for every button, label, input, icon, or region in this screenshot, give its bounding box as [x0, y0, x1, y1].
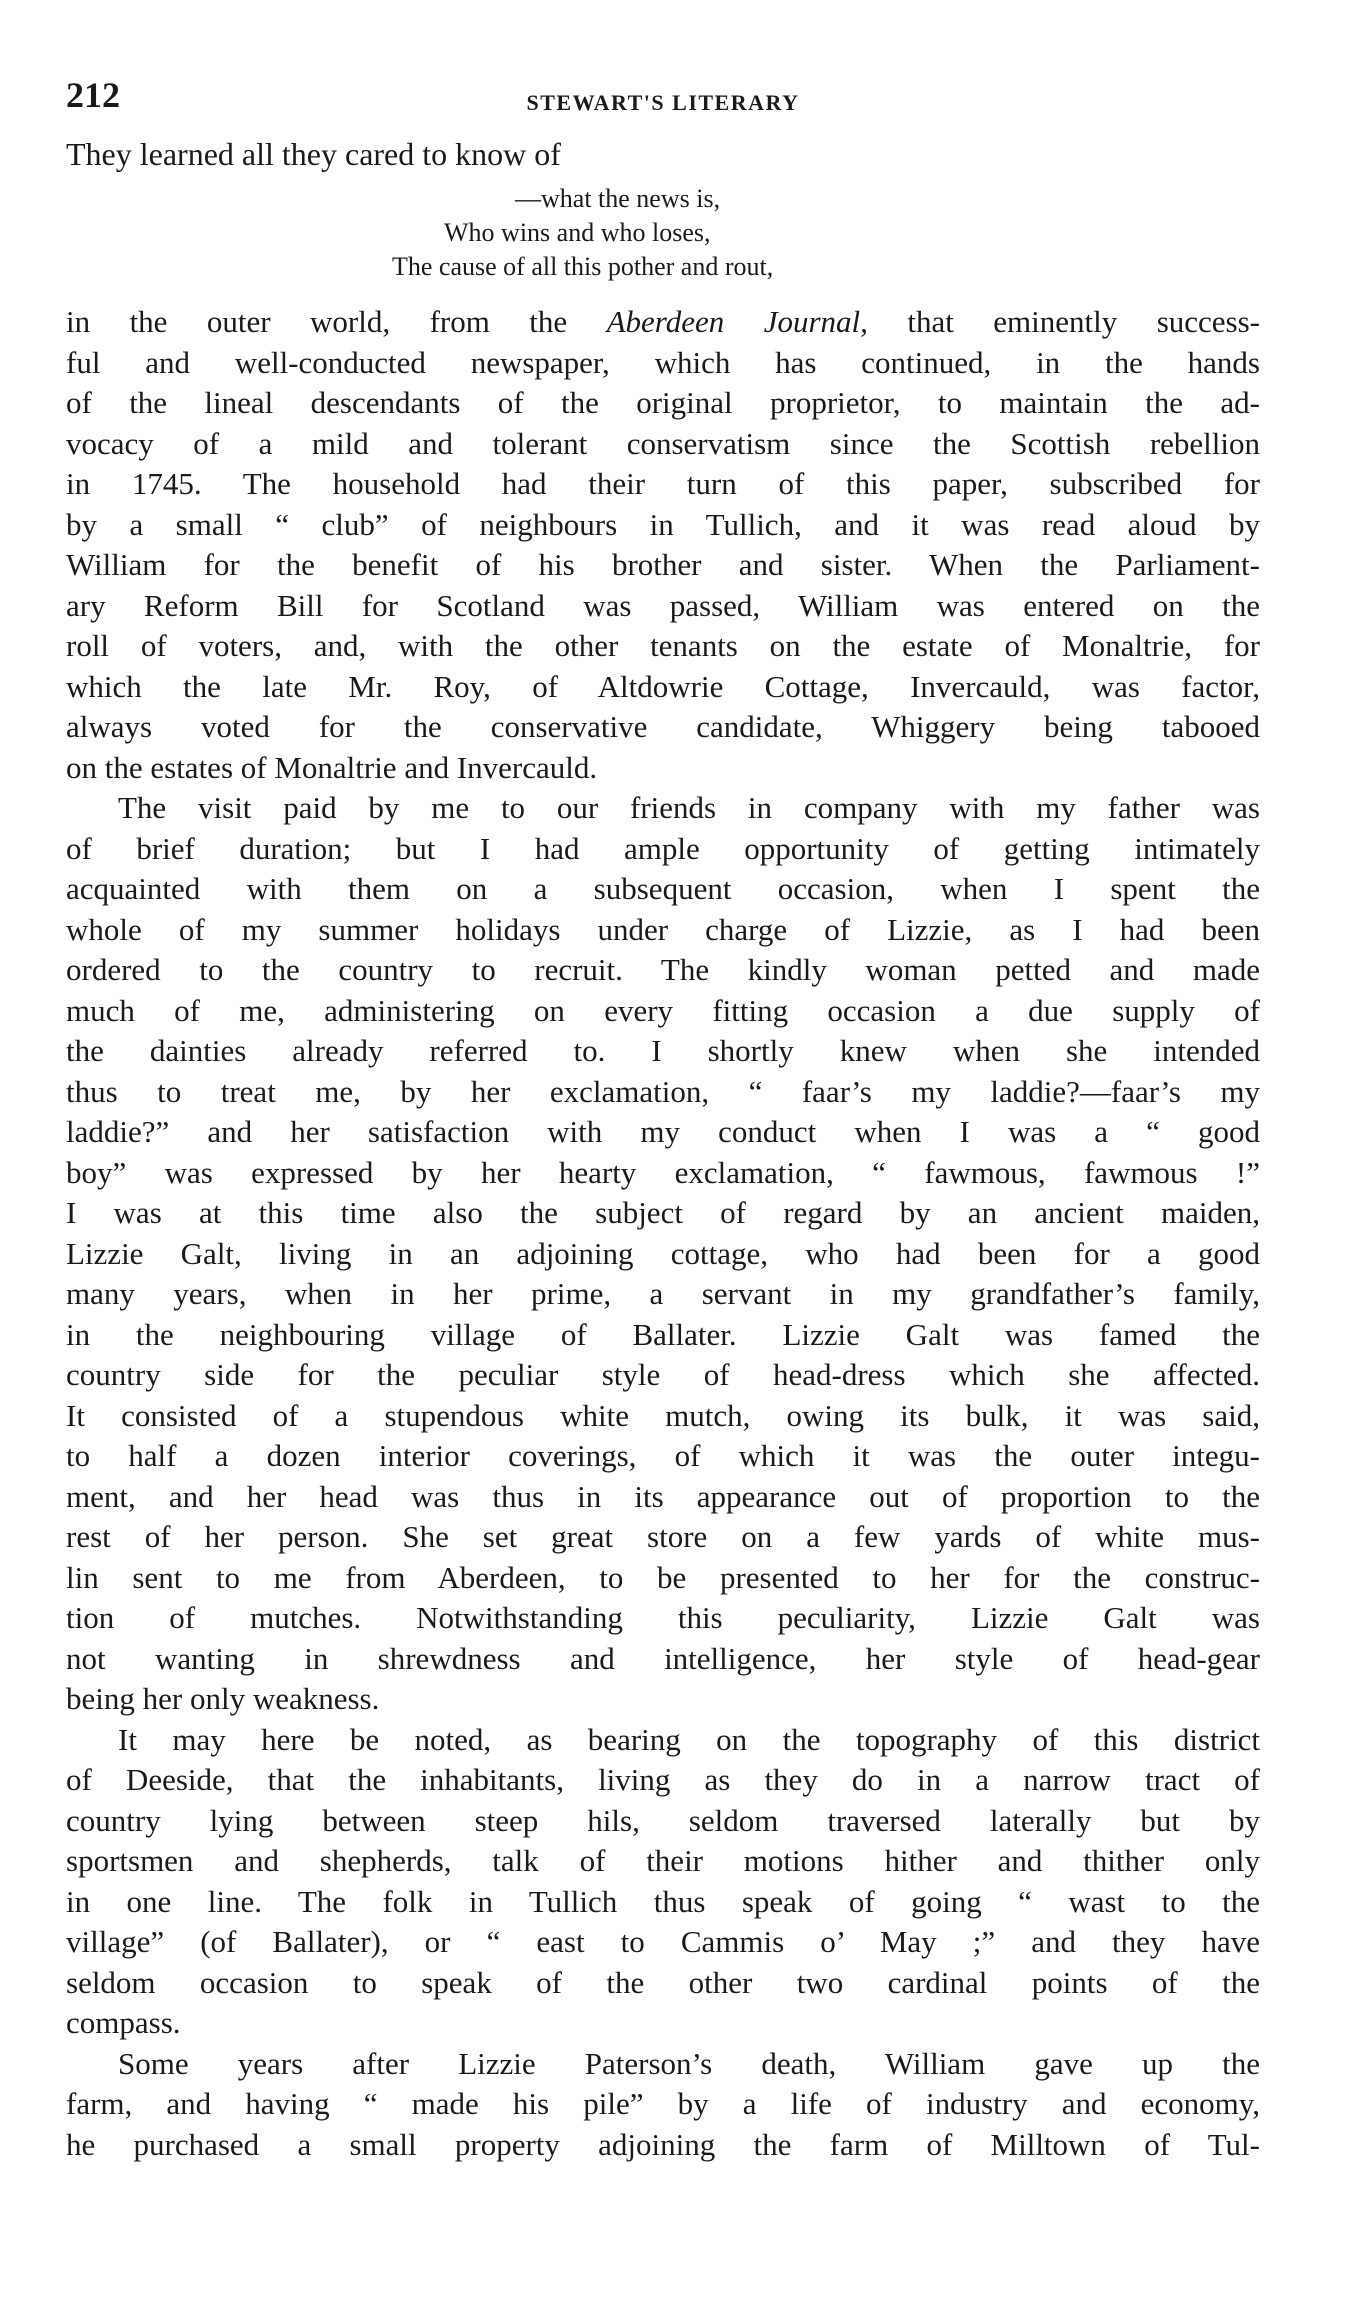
- text-line: William for the benefit of his brother and sister. When the Parliament-: [66, 547, 1260, 582]
- text-line: I was at this time also the subject of regard by an ancient maiden,: [66, 1195, 1260, 1230]
- text-line: ordered to the country to recruit. The kindly woman petted and made: [66, 952, 1260, 987]
- text-line: sportsmen and shepherds, talk of their motions hither and thither only: [66, 1843, 1260, 1878]
- text-line: tion of mutches. Notwithstanding this peculiarity, Lizzie Galt was: [66, 1600, 1260, 1635]
- text-line: of the lineal descendants of the original proprietor, to maintain the ad-: [66, 385, 1260, 420]
- paragraph-3: [66, 1720, 1260, 2044]
- text-line: to half a dozen interior coverings, of which it was the outer integu-: [66, 1438, 1260, 1473]
- text-line: boy” was expressed by her hearty exclamation, “ fawmous, fawmous !”: [66, 1154, 1260, 1190]
- text-line: in one line. The folk in Tullich thus speak of going “ wast to the: [66, 1883, 1260, 1919]
- text-line: not wanting in shrewdness and intelligence, her style of head-gear: [66, 1640, 1260, 1676]
- text-line: acquainted with them on a subsequent occasion, when I spent the: [66, 871, 1260, 906]
- running-head: STEWART'S LITERARY: [526, 90, 800, 115]
- text-line: the dainties already referred to. I shortly knew when she intended: [66, 1033, 1260, 1068]
- text-line: ary Reform Bill for Scotland was passed, William was entered on the: [66, 587, 1260, 623]
- text-line: country side for the peculiar style of head-dress which she affected.: [66, 1357, 1260, 1392]
- page-number: 212: [66, 75, 120, 115]
- text-line: laddie?” and her satisfaction with my conduct when I was a “ good: [66, 1114, 1260, 1149]
- text-line: rest of her person. She set great store on a few yards of white mus-: [66, 1519, 1260, 1554]
- text-line: It may here be noted, as bearing on the topography of this district: [118, 1721, 1260, 1757]
- text-line: lin sent to me from Aberdeen, to be presented to her for the construc-: [66, 1559, 1260, 1595]
- text-line: many years, when in her prime, a servant in my grandfather’s family,: [66, 1276, 1260, 1311]
- newspaper-title: Aberdeen Journal,: [606, 304, 868, 339]
- text-line: seldom occasion to speak of the other two cardinal points of the: [66, 1964, 1260, 2000]
- text-line: thus to treat me, by her exclamation, “ faar’s my laddie?—faar’s my: [66, 1073, 1260, 1109]
- text-line: Lizzie Galt, living in an adjoining cottage, who had been for a good: [66, 1235, 1260, 1271]
- text-line: he purchased a small property adjoining the farm of Milltown of Tul-: [66, 2126, 1260, 2162]
- quote-line: —what the news is,: [515, 184, 721, 213]
- verse-quote: [66, 182, 1260, 284]
- book-page: [66, 70, 1260, 2165]
- text-line: [66, 302, 1260, 343]
- quote-line: The cause of all this pother and rout,: [392, 252, 774, 281]
- text-line: of brief duration; but I had ample opportunity of getting intimately: [66, 830, 1260, 866]
- text-line: on the estates of Monaltrie and Invercauld.: [66, 749, 598, 785]
- text-line: farm, and having “ made his pile” by a life of industry and economy,: [66, 2086, 1260, 2121]
- text-line: in the neighbouring village of Ballater. Lizzie Galt was famed the: [66, 1316, 1260, 1352]
- intro-line: They learned all they cared to know of: [66, 136, 561, 172]
- quote-line: Who wins and who loses,: [444, 218, 711, 247]
- text-line: village” (of Ballater), or “ east to Cammis o’ May ;” and they have: [66, 1924, 1260, 1959]
- paragraph-4: [66, 2044, 1260, 2166]
- paragraph-2: [66, 788, 1260, 1720]
- text-line: compass.: [66, 2005, 181, 2040]
- text-line: It consisted of a stupendous white mutch, owing its bulk, it was said,: [66, 1397, 1260, 1433]
- text-line: country lying between steep hils, seldom traversed laterally but by: [66, 1802, 1260, 1838]
- text-line: being her only weakness.: [66, 1681, 380, 1716]
- text-line: always voted for the conservative candidate, Whiggery being tabooed: [66, 709, 1260, 744]
- text-line: roll of voters, and, with the other tenants on the estate of Monaltrie, for: [66, 628, 1260, 663]
- paragraph-1: [66, 302, 1260, 788]
- text-segment: in the outer world, from the: [66, 304, 607, 339]
- text-line: whole of my summer holidays under charge of Lizzie, as I had been: [66, 911, 1260, 947]
- text-line: much of me, administering on every fitting occasion a due supply of: [66, 992, 1260, 1028]
- text-line: The visit paid by me to our friends in company with my father was: [118, 790, 1260, 825]
- text-segment: that eminently success-: [867, 304, 1260, 339]
- text-line: ment, and her head was thus in its appearance out of proportion to the: [66, 1478, 1260, 1514]
- page-header: [66, 70, 1260, 130]
- text-line: Some years after Lizzie Paterson’s death, William gave up the: [118, 2045, 1260, 2081]
- text-line: ful and well-conducted newspaper, which has continued, in the hands: [66, 344, 1260, 380]
- text-line: of Deeside, that the inhabitants, living as they do in a narrow tract of: [66, 1762, 1260, 1797]
- text-line: which the late Mr. Roy, of Altdowrie Cottage, Invercauld, was factor,: [66, 668, 1260, 704]
- text-line: by a small “ club” of neighbours in Tullich, and it was read aloud by: [66, 506, 1260, 542]
- body-text: [66, 302, 1260, 2165]
- text-line: vocacy of a mild and tolerant conservatism since the Scottish rebellion: [66, 425, 1260, 461]
- text-line: in 1745. The household had their turn of this paper, subscribed for: [66, 466, 1260, 501]
